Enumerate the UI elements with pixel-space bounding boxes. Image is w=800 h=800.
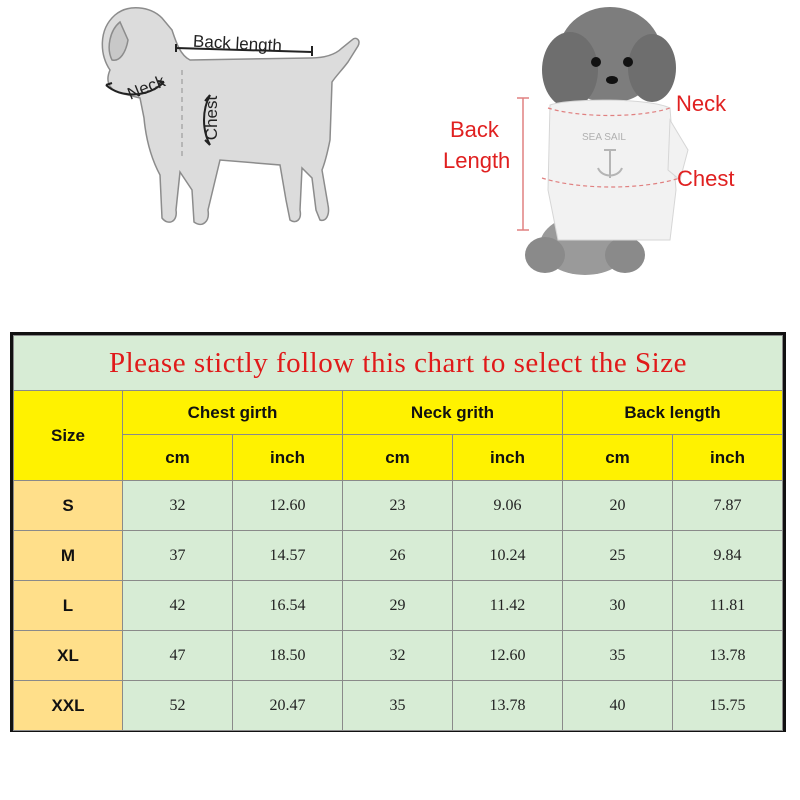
table-row	[14, 481, 783, 531]
table-cell: 13.78	[673, 631, 783, 681]
table-row	[14, 681, 783, 731]
table-cell: 23	[343, 481, 453, 531]
table-row	[14, 631, 783, 681]
photo-length-label: Length	[443, 148, 511, 173]
back-length-header: Back length	[563, 391, 783, 435]
table-cell: 25	[563, 531, 673, 581]
table-cell: 13.78	[453, 681, 563, 731]
table-cell: 20	[563, 481, 673, 531]
shirt-text: SEA SAIL	[582, 132, 626, 143]
size-header: Size	[14, 391, 123, 481]
table-cell: 14.57	[233, 531, 343, 581]
table-cell: 29	[343, 581, 453, 631]
table-cell: 9.06	[453, 481, 563, 531]
unit-header: cm	[123, 435, 233, 481]
photo-chest-label: Chest	[677, 166, 735, 191]
unit-header: cm	[343, 435, 453, 481]
table-cell: 16.54	[233, 581, 343, 631]
neck-girth-header: Neck grith	[343, 391, 563, 435]
size-label: XXL	[14, 681, 123, 731]
diagram-back-length-label: Back length	[192, 31, 283, 56]
photo-back-label: Back	[450, 117, 499, 142]
table-cell: 12.60	[233, 481, 343, 531]
table-cell: 32	[343, 631, 453, 681]
unit-header: cm	[563, 435, 673, 481]
diagram-chest-label: Chest	[202, 95, 222, 141]
table-cell: 10.24	[453, 531, 563, 581]
size-label: L	[14, 581, 123, 631]
table-cell: 26	[343, 531, 453, 581]
table-cell: 47	[123, 631, 233, 681]
table-cell: 11.42	[453, 581, 563, 631]
size-label: M	[14, 531, 123, 581]
table-cell: 12.60	[453, 631, 563, 681]
table-cell: 7.87	[673, 481, 783, 531]
table-row	[14, 531, 783, 581]
illustrations	[0, 0, 800, 300]
table-cell: 30	[563, 581, 673, 631]
unit-header: inch	[233, 435, 343, 481]
table-cell: 9.84	[673, 531, 783, 581]
diagram-neck-label: Neck	[124, 71, 168, 104]
unit-header: inch	[673, 435, 783, 481]
table-cell: 35	[343, 681, 453, 731]
table-cell: 11.81	[673, 581, 783, 631]
table-cell: 52	[123, 681, 233, 731]
photo-neck-label: Neck	[676, 91, 727, 116]
size-label: S	[14, 481, 123, 531]
size-chart-table	[10, 332, 786, 732]
table-cell: 18.50	[233, 631, 343, 681]
table-cell: 32	[123, 481, 233, 531]
dog-photo	[430, 0, 760, 290]
table-cell: 40	[563, 681, 673, 731]
unit-header: inch	[453, 435, 563, 481]
size-chart-title: Please stictly follow this chart to select the Size	[14, 336, 783, 391]
table-cell: 15.75	[673, 681, 783, 731]
size-label: XL	[14, 631, 123, 681]
table-row	[14, 581, 783, 631]
table-cell: 37	[123, 531, 233, 581]
table-cell: 42	[123, 581, 233, 631]
chest-girth-header: Chest girth	[123, 391, 343, 435]
table-cell: 20.47	[233, 681, 343, 731]
table-cell: 35	[563, 631, 673, 681]
